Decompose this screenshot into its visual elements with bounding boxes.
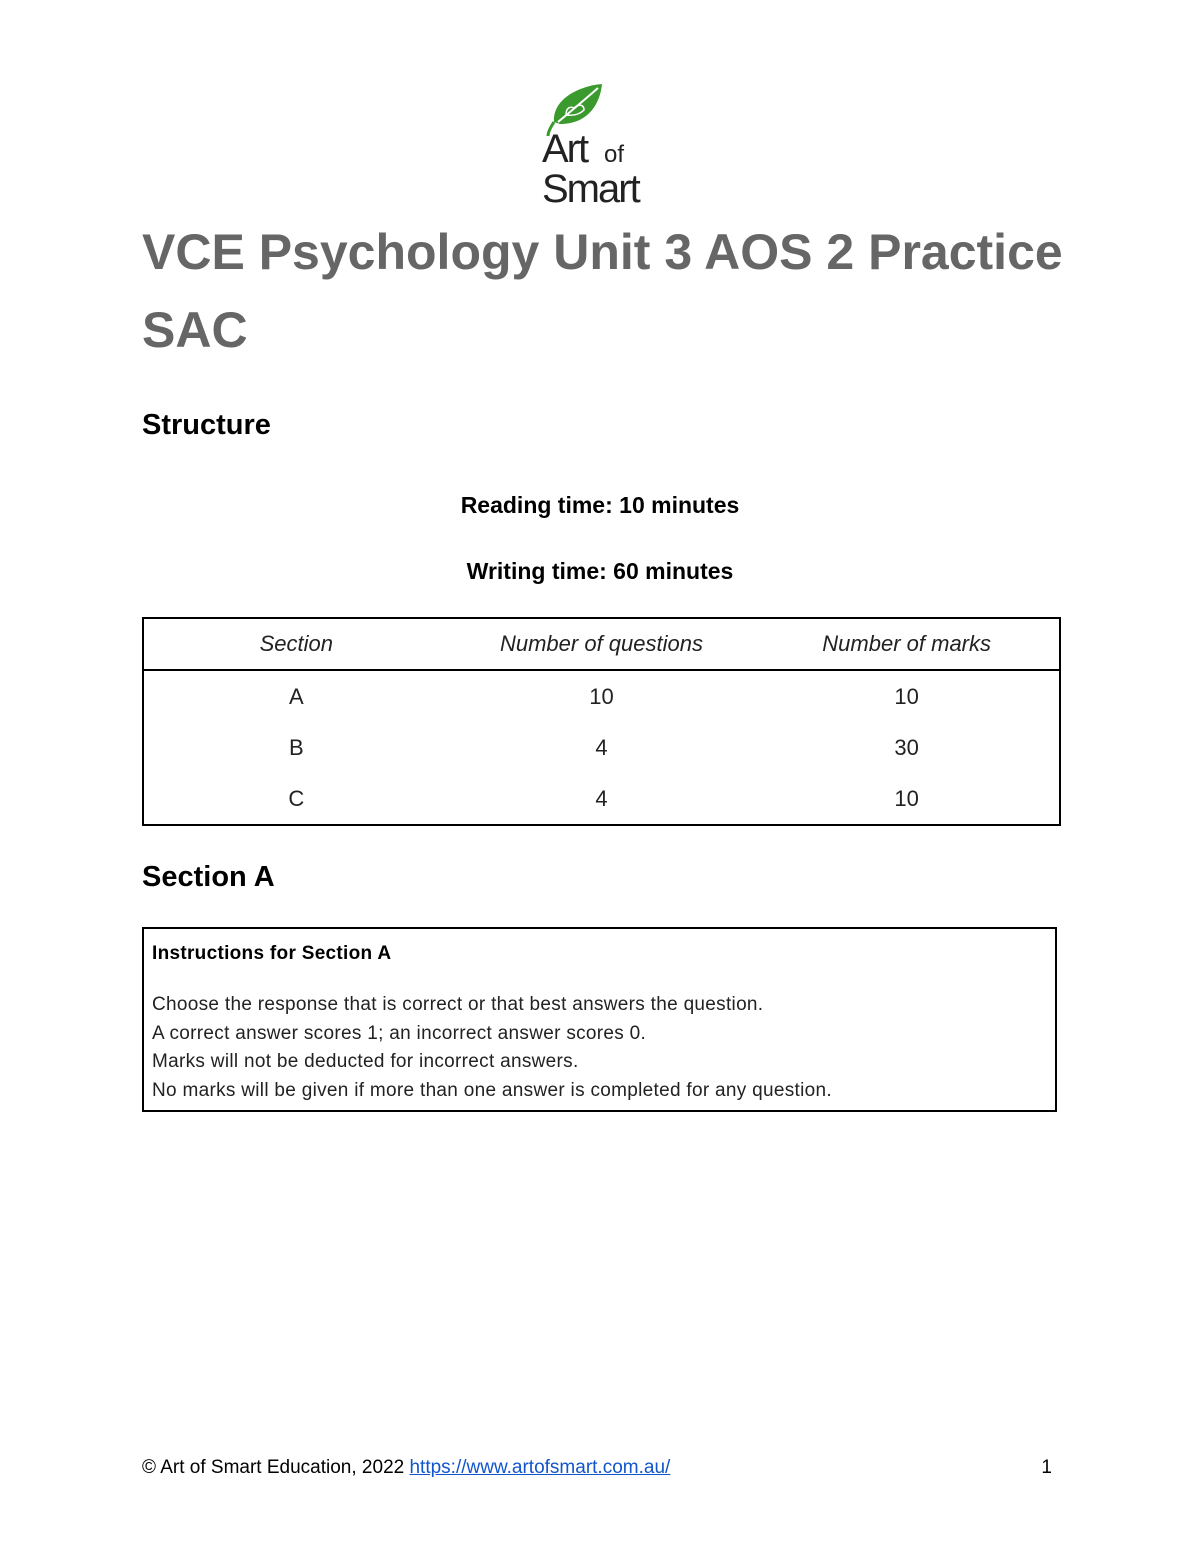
logo-text-of: of xyxy=(604,141,625,168)
table-cell: 4 xyxy=(595,785,608,811)
page-title-line-2: SAC xyxy=(142,302,248,358)
instruction-line: Marks will not be deducted for incorrect answers. xyxy=(152,1051,579,1072)
table-cell: A xyxy=(288,683,304,709)
instruction-line: Choose the response that is correct or that best answers the question. xyxy=(152,994,764,1015)
table-row xyxy=(143,722,1060,773)
table-cell: C xyxy=(288,785,305,811)
table-cell: 10 xyxy=(894,683,919,709)
table-row xyxy=(143,670,1060,722)
structure-table xyxy=(142,617,1061,826)
page-title xyxy=(142,222,1082,360)
reading-time: Reading time: 10 minutes xyxy=(460,492,740,518)
page-title-line-1: VCE Psychology Unit 3 AOS 2 Practice xyxy=(142,224,1063,280)
logo-text-smart: Smart xyxy=(542,167,639,207)
header-number-of-marks: Number of marks xyxy=(754,618,1060,670)
table-cell: 10 xyxy=(894,785,919,811)
footer-website-link[interactable]: https://www.artofsmart.com.au/ xyxy=(409,1457,671,1478)
logo-text-art: Art xyxy=(542,127,588,171)
page-footer xyxy=(142,1456,1052,1480)
writing-time: Writing time: 60 minutes xyxy=(466,558,734,584)
table-cell: 10 xyxy=(589,683,614,709)
table-cell: 4 xyxy=(595,734,608,760)
table-header-row xyxy=(143,618,1060,670)
section-a-heading: Section A xyxy=(142,861,275,893)
art-of-smart-logo xyxy=(540,82,665,207)
instructions-title: Instructions for Section A xyxy=(152,943,392,964)
page-number: 1 xyxy=(1041,1457,1052,1478)
instruction-line: No marks will be given if more than one answer is completed for any question. xyxy=(152,1079,832,1101)
footer-copyright: © Art of Smart Education, 2022 xyxy=(142,1457,410,1478)
header-section: Section xyxy=(143,618,449,670)
instructions-box xyxy=(142,927,1057,1112)
table-cell: 30 xyxy=(894,734,919,760)
leaf-logo-icon xyxy=(540,82,665,207)
structure-heading: Structure xyxy=(142,409,271,441)
instruction-line: A correct answer scores 1; an incorrect answer scores 0. xyxy=(152,1022,647,1044)
table-cell: B xyxy=(288,734,304,760)
header-number-of-questions: Number of questions xyxy=(449,618,755,670)
table-row xyxy=(143,773,1060,825)
